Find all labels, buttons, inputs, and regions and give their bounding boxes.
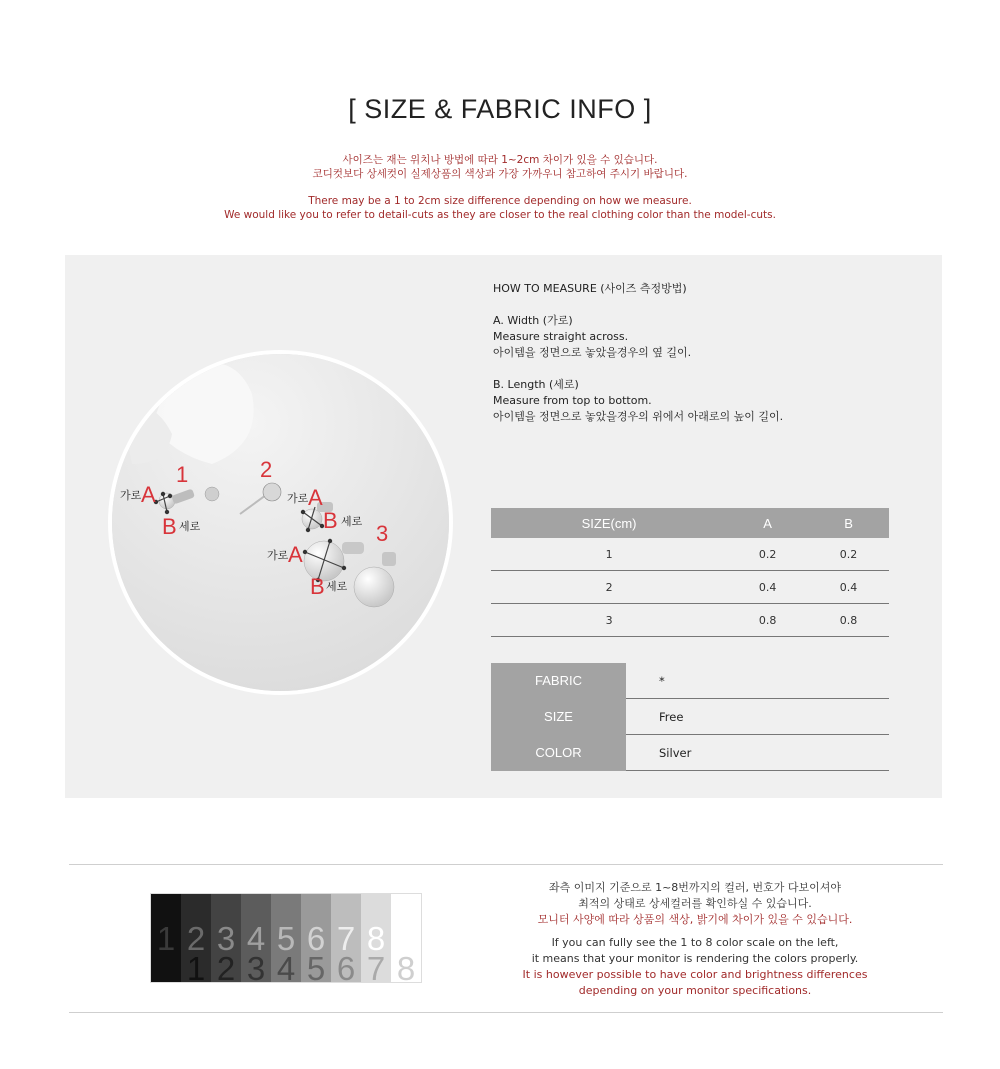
width-desc-en: Measure straight across. — [493, 330, 629, 343]
monitor-notice-en — [470, 935, 920, 999]
table-row — [491, 571, 889, 604]
product-photo — [108, 350, 453, 695]
fabric-row — [491, 663, 889, 699]
divider-bottom — [69, 1012, 943, 1013]
b-cell: 0.4 — [808, 571, 889, 604]
fabric-label: FABRIC — [491, 663, 626, 699]
page-title: [ SIZE & FABRIC INFO ] — [348, 94, 652, 124]
width-label-2: 가로 — [287, 492, 309, 505]
swatch-bottom-number: 7 — [366, 950, 386, 987]
notice-en-line-1: There may be a 1 to 2cm size difference depending on how we measure. — [308, 195, 692, 207]
size-notice-kr — [0, 153, 1000, 181]
swatch-top-number: 5 — [276, 920, 296, 957]
monitor-en-line-4: depending on your monitor specifications. — [578, 984, 812, 997]
length-title: B. Length (세로) — [493, 378, 579, 391]
swatch-top-number: 4 — [246, 920, 266, 957]
how-to-heading: HOW TO MEASURE (사이즈 측정방법) — [493, 282, 687, 295]
length-desc-en: Measure from top to bottom. — [493, 394, 652, 407]
swatch-bottom-number: 3 — [246, 950, 266, 987]
a-label-2: A — [308, 485, 323, 510]
monitor-kr-line-2: 최적의 상태로 상세컬러를 확인하실 수 있습니다. — [578, 897, 812, 910]
how-to-measure — [493, 281, 783, 425]
size-table-header — [491, 508, 889, 538]
fabric-value: * — [626, 663, 889, 699]
color-swatch — [361, 894, 391, 987]
earring-2-number: 2 — [260, 457, 273, 482]
size-value: Free — [626, 699, 889, 735]
fabric-table — [491, 663, 889, 771]
color-swatch — [391, 894, 421, 987]
color-label: COLOR — [491, 735, 626, 771]
swatch-top-number: 8 — [366, 920, 386, 957]
a-label-3: A — [288, 542, 303, 567]
size-cell: 1 — [491, 538, 727, 571]
color-swatch — [151, 894, 181, 982]
earring-3-number: 3 — [376, 521, 389, 546]
notice-en-line-2: We would like you to refer to detail-cuts as they are closer to the real clothing color than the model-cuts. — [224, 209, 776, 221]
size-cell: 2 — [491, 571, 727, 604]
swatch-bottom-number: 8 — [396, 950, 416, 987]
color-swatch — [301, 894, 331, 987]
width-label-1: 가로 — [120, 489, 142, 502]
color-swatch — [271, 894, 301, 987]
swatch-top-number: 1 — [156, 920, 176, 957]
divider-top — [69, 864, 943, 865]
a-header: A — [727, 508, 808, 538]
length-label-2: 세로 — [341, 515, 363, 528]
a-cell: 0.2 — [727, 538, 808, 571]
a-label-1: A — [141, 482, 156, 507]
swatch-top-number: 6 — [306, 920, 326, 957]
width-title: A. Width (가로) — [493, 314, 573, 327]
size-header: SIZE(cm) — [491, 508, 727, 538]
monitor-en-line-1: If you can fully see the 1 to 8 color scale on the left, — [551, 936, 839, 949]
size-cell: 3 — [491, 604, 727, 637]
table-row — [491, 538, 889, 571]
table-row — [491, 604, 889, 637]
swatch-bottom-number: 5 — [306, 950, 326, 987]
width-label-3: 가로 — [267, 549, 289, 562]
swatch-top-number: 2 — [186, 920, 206, 957]
a-cell: 0.8 — [727, 604, 808, 637]
swatch-bottom-number: 4 — [276, 950, 296, 987]
swatch-bottom-number: 6 — [336, 950, 356, 987]
monitor-en-line-3: It is however possible to have color and brightness differences — [522, 968, 868, 981]
monitor-kr-line-1: 좌측 이미지 기준으로 1~8번까지의 컬러, 번호가 다보이셔야 — [548, 881, 842, 894]
color-swatch — [331, 894, 361, 987]
length-desc-kr: 아이템을 정면으로 놓았을경우의 위에서 아래로의 높이 길이. — [493, 410, 784, 423]
size-label: SIZE — [491, 699, 626, 735]
b-header: B — [808, 508, 889, 538]
length-label-1: 세로 — [179, 520, 201, 533]
earring-measure-diagram — [112, 354, 453, 695]
swatch-top-number: 3 — [216, 920, 236, 957]
swatch-bottom-number: 2 — [216, 950, 236, 987]
length-label-3: 세로 — [326, 580, 348, 593]
swatch-bottom-number: 1 — [186, 950, 206, 987]
color-swatch — [181, 894, 211, 987]
notice-kr-line-2: 코디컷보다 상세컷이 실제상품의 색상과 가장 가까우니 참고하여 주시기 바랍니다. — [312, 168, 688, 180]
color-swatch — [241, 894, 271, 987]
color-row — [491, 735, 889, 771]
b-cell: 0.2 — [808, 538, 889, 571]
color-value: Silver — [626, 735, 889, 771]
size-row — [491, 699, 889, 735]
width-desc-kr: 아이템을 정면으로 놓았을경우의 옆 길이. — [493, 346, 692, 359]
notice-kr-line-1: 사이즈는 재는 위치나 방법에 따라 1~2cm 차이가 있을 수 있습니다. — [342, 154, 658, 166]
size-notice-en — [0, 194, 1000, 222]
monitor-en-line-2: it means that your monitor is rendering the colors properly. — [531, 952, 859, 965]
a-cell: 0.4 — [727, 571, 808, 604]
b-cell: 0.8 — [808, 604, 889, 637]
monitor-notice-kr — [470, 880, 920, 928]
color-scale — [150, 893, 422, 987]
size-table — [491, 508, 889, 637]
earring-1-number: 1 — [176, 462, 189, 487]
b-label-1: B — [162, 514, 177, 539]
b-label-3: B — [310, 574, 325, 599]
swatch-top-number: 7 — [336, 920, 356, 957]
color-swatch — [211, 894, 241, 987]
monitor-kr-line-3: 모니터 사양에 따라 상품의 색상, 밝기에 차이가 있을 수 있습니다. — [537, 913, 853, 926]
b-label-2: B — [323, 508, 338, 533]
